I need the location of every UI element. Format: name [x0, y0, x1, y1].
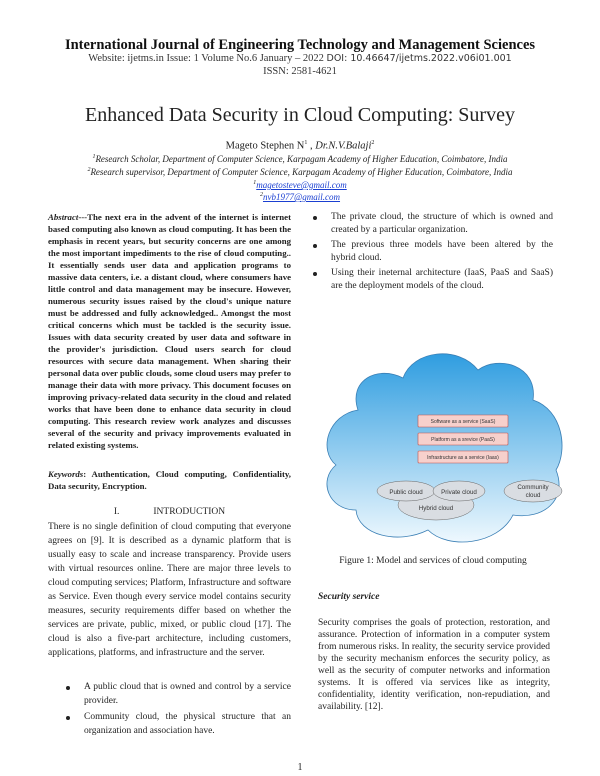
list-item: Using their ineternal architecture (IaaS, PaaS and SaaS) are the deployment models of the cloud.	[305, 267, 553, 292]
issn: ISSN: 2581-4621	[263, 66, 337, 77]
iaas-label: Infrastructure as a service (Iaas)	[427, 455, 499, 461]
figure-caption: Figure 1: Model and services of cloud computing	[339, 556, 527, 566]
list-item: The private cloud, the structure of which is owned and created by a particular organization.	[305, 211, 553, 236]
author-separator: ,	[307, 140, 316, 152]
list-item: A public cloud that is owned and control by a service provider.	[58, 681, 291, 708]
email-1	[0, 180, 600, 190]
keywords-label: Keywords	[48, 469, 84, 479]
author-1: Mageto Stephen N	[225, 140, 305, 152]
email-2	[0, 192, 600, 202]
keywords-text: : Authentication, Cloud computing, Confidentiality, Data security, Encryption.	[48, 469, 291, 491]
community-cloud-label-1: Community	[517, 484, 549, 491]
journal-meta	[0, 53, 600, 64]
authors	[0, 140, 600, 152]
abstract-label: Abstract	[48, 212, 79, 222]
private-cloud-label: Private cloud	[441, 489, 477, 496]
author-2: Dr.N.V.Balaji	[315, 140, 372, 152]
list-item: The previous three models have been altered by the hybrid cloud.	[305, 239, 553, 264]
deployment-bullets	[305, 211, 553, 295]
author-2-sup: 2	[371, 140, 375, 146]
issue-info: Website: ijetms.in Issue: 1 Volume No.6 January – 2022	[88, 53, 324, 64]
hybrid-cloud-label: Hybrid cloud	[418, 505, 454, 512]
author-1-sup: 1	[304, 140, 308, 146]
section-heading-introduction	[48, 507, 291, 517]
keywords	[48, 468, 291, 492]
paas-label: Platform as a srevice (PaaS)	[431, 437, 495, 443]
community-cloud-label-2: cloud	[525, 492, 541, 499]
public-cloud-label: Public cloud	[389, 489, 423, 496]
cloud-model-figure	[318, 340, 563, 550]
paper-title: Enhanced Data Security in Cloud Computing: Survey	[85, 104, 515, 126]
section-heading-security-service: Security service	[318, 592, 380, 602]
email-1-sup: 1	[253, 180, 257, 186]
affiliation-2-sup: 2	[87, 167, 91, 173]
section-number: I.	[113, 507, 120, 517]
affiliation-1	[0, 154, 600, 164]
section-title: INTRODUCTION	[153, 507, 226, 517]
doi: DOI: 10.46647/ijetms.2022.v06i01.001	[326, 53, 512, 64]
security-service-text: Security comprises the goals of protection, restoration, and assurance. Protection of information in a computer system from numerous risks. In reality, the security service provided by the security mechanism enforces the security policy, as well as the security of computer networks and information systems. It is offered via services like as integrity, confidentiality, identity verification, non-repudiation, and availability. [12].	[318, 618, 550, 712]
journal-name: International Journal of Engineering Technology and Management Sciences	[64, 37, 536, 53]
saas-label: Software as a service (SaaS)	[430, 419, 496, 425]
introduction-text: There is no single definition of cloud computing that everyone agrees on [9]. It is described as a dynamic platform that is usually easy to scale and increase transparency. Provide users with virtual resources online. There are major three levels to cloud computing services; Platform, Infrastructure and software as Service. Even though every service model contains security measures, security requirements differ based on whether the services are private, public, mixed, or public cloud [17]. The cloud is also a five-part architecture, including customers, applications, platforms, and infrastructure and the server.	[48, 522, 291, 658]
page-number: 1	[297, 762, 303, 773]
affiliation-1-text: Research Scholar, Department of Computer Science, Karpagam Academy of Higher Education, Coimbatore, India	[95, 154, 508, 164]
introduction-bullets	[58, 681, 291, 741]
abstract-text: ---The next era in the advent of the internet is internet based computing also known as cloud computing. It has been the emphasis in recent years, but security concerns are one among the most important impediments to the rise of cloud computing.. It essentially sends user data and application programs to massive data centers, i.e. a distant cloud, where consumers have little control and data management may be insecure. However, numerous security issues raised by the cloud's unique nature must be addressed and fully acknowledged.. Amongst the most critical concerns which must be tackled is the security issue. Issues with data security created by user data and software in the provider's jurisdiction. Cloud users search for cloud resources with secure data management. When sharing their personal data over public clouds, some cloud users may prefer to manage their data with more privacy. This document focuses on improving privacy-related data security in the cloud and related works that have been done to enhance data security in cloud computing. This research review work analyzes and discusses several of the security and privacy improvements evaluated in related existing systems.	[48, 212, 291, 450]
email-1-link[interactable]: magetosteve@gmail.com	[256, 180, 347, 190]
email-2-link[interactable]: nvb1977@gmail.com	[262, 192, 341, 202]
abstract	[48, 211, 291, 451]
affiliation-2-text: Research supervisor, Department of Computer Science, Karpagam Academy of Higher Education, Coimbatore, India	[90, 167, 513, 177]
affiliation-1-sup: 1	[92, 154, 96, 160]
list-item: Community cloud, the physical structure that an organization and association have.	[58, 711, 291, 738]
email-2-sup: 2	[259, 192, 263, 198]
affiliation-2	[0, 167, 600, 177]
